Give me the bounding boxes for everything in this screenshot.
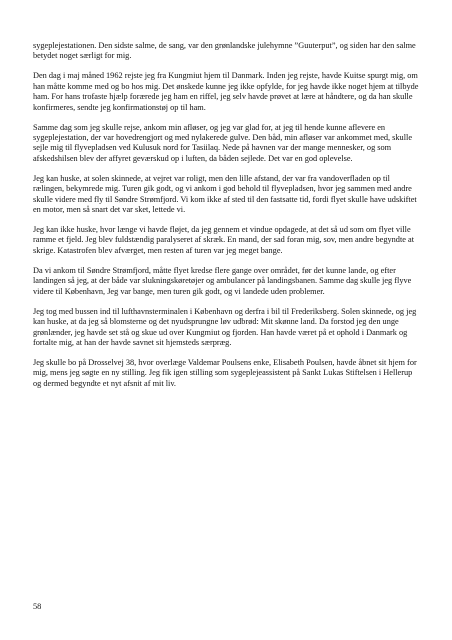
page-number: 58 [33,602,42,611]
paragraph: Jeg kan ikke huske, hvor længe vi havde fløjet, da jeg gennem et vindue opdagede, at det så ud som om flyet ville ramme et fjeld. Jeg blev fuldstændig paralyseret af skræk. En mand, der sad foran mig, sov, men andre begyndte at skrige. Katastrofen blev afværget, men resten af turen var jeg meget bange. [33,225,415,255]
body-text [33,41,420,399]
paragraph: Jeg tog med bussen ind til lufthavnsterminalen i København og derfra i bil til Frederiksberg. Solen skinnede, og jeg kan huske, at da jeg så blomsterne og det nyudsprungne løv udbrød: Mit skønne land. Da forstod jeg den unge grønlænder, jeg havde set stå og skue ud over Kungmiut og fjorden. Han havde været på et ophold i Danmark og fortalte mig, at han der havde savnet sit hjemsteds særpræg. [33,306,417,347]
paragraph: Da vi ankom til Søndre Strømfjord, måtte flyet kredse flere gange over området, før det kunne lande, og efter landingen så jeg, at der både var slukningskøretøjer og ambulancer på landingsbanen. Samme dag skulle jeg flyve videre til København, Jeg var bange, men turen gik godt, og vi landede uden problemer. [33,265,412,296]
paragraph: Jeg skulle bo på Drosselvej 38, hvor overlæge Valdemar Poulsens enke, Elisabeth Poulsen, havde åbnet sit hjem for mig, mens jeg søgte en ny stilling. Jeg fik igen stilling som sygeplejeassistent på Sankt Lukas Stiftelsen i Hellerup og dermed begyndte et nyt afsnit af mit liv. [33,357,417,388]
paragraph: Den dag i maj måned 1962 rejste jeg fra Kungmiut hjem til Danmark. Inden jeg rejste, havde Kuitse spurgt mig, om han måtte komme med og bo hos mig. Det ønskede kunne jeg ikke opfylde, for jeg havde ikke noget hjem at tilbyde ham. For hans trofaste hjælp forærede jeg ham en riffel, jeg selv havde prøvet at lære at håndtere, og da han skulle konfirmeres, sendte jeg konfirmationstøj op til ham. [33,71,419,112]
paragraph: sygeplejestationen. Den sidste salme, de sang, var den grønlandske julehymne ”Guuterput”, og siden har den salme betydet noget særligt for mig. [33,41,416,61]
paragraph: Samme dag som jeg skulle rejse, ankom min afløser, og jeg var glad for, at jeg til hende kunne aflevere en sygeplejestation, der var hovedrengjort og med nylakerede gulve. Den båd, min afløser var ankommet med, skulle sejle mig til flyvepladsen ved Kulusuk nord for Tasiilaq. Nede på havnen var der mange mennesker, og som afskedshilsen blev der affyret geværskud op i luften, da båden sejlede. Det var en god oplevelse. [33,122,413,163]
paragraph: Jeg kan huske, at solen skinnede, at vejret var roligt, men den lille afstand, der var fra vandoverfladen op til rælingen, bekymrede mig. Turen gik godt, og vi ankom i god behold til flyvepladsen, hvor jeg sammen med andre skulle videre med fly til Søndre Strømfjord. Vi kom ikke af sted til den fastsatte tid, fordi flyet skulle have udskiftet en motor, men så snart det var sket, lettede vi. [33,173,417,215]
